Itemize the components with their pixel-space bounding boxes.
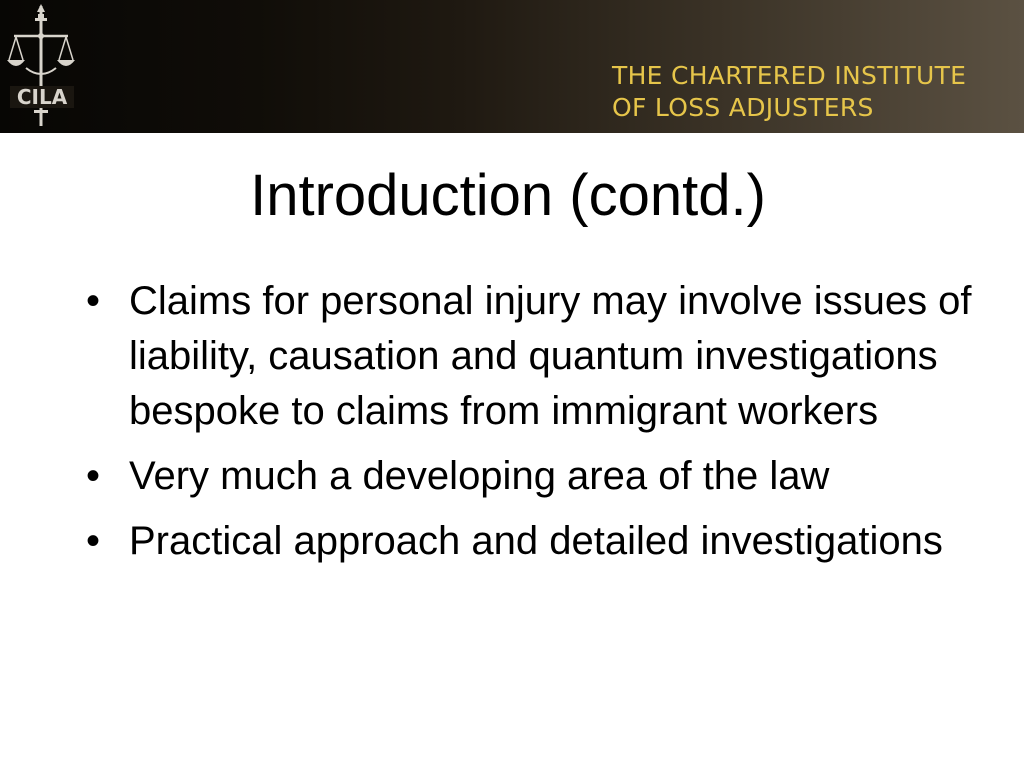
organization-name-line-2: OF LOSS ADJUSTERS [612, 93, 874, 122]
organization-name-line-1: THE CHARTERED INSTITUTE [612, 61, 967, 90]
cila-logo [4, 2, 80, 130]
bullet-text: Practical approach and detailed investigations [129, 519, 943, 563]
svg-text:CILA: CILA [16, 85, 68, 109]
bullet-marker: • [86, 519, 101, 563]
organization-name [612, 60, 1012, 124]
bullet-marker: • [86, 279, 101, 323]
header-banner [0, 0, 1024, 133]
slide-title: Introduction (contd.) [250, 163, 766, 228]
bullet-text: Very much a developing area of the law [129, 454, 830, 498]
bullet-item [86, 274, 986, 439]
scales-of-justice-icon [4, 2, 80, 130]
bullet-item [86, 449, 986, 504]
bullet-marker: • [86, 454, 101, 498]
bullet-item [86, 514, 986, 569]
bullet-text: Claims for personal injury may involve issues of liability, causation and quantum investigations bespoke to claims from immigrant workers [129, 279, 972, 433]
bullet-list [86, 274, 986, 579]
